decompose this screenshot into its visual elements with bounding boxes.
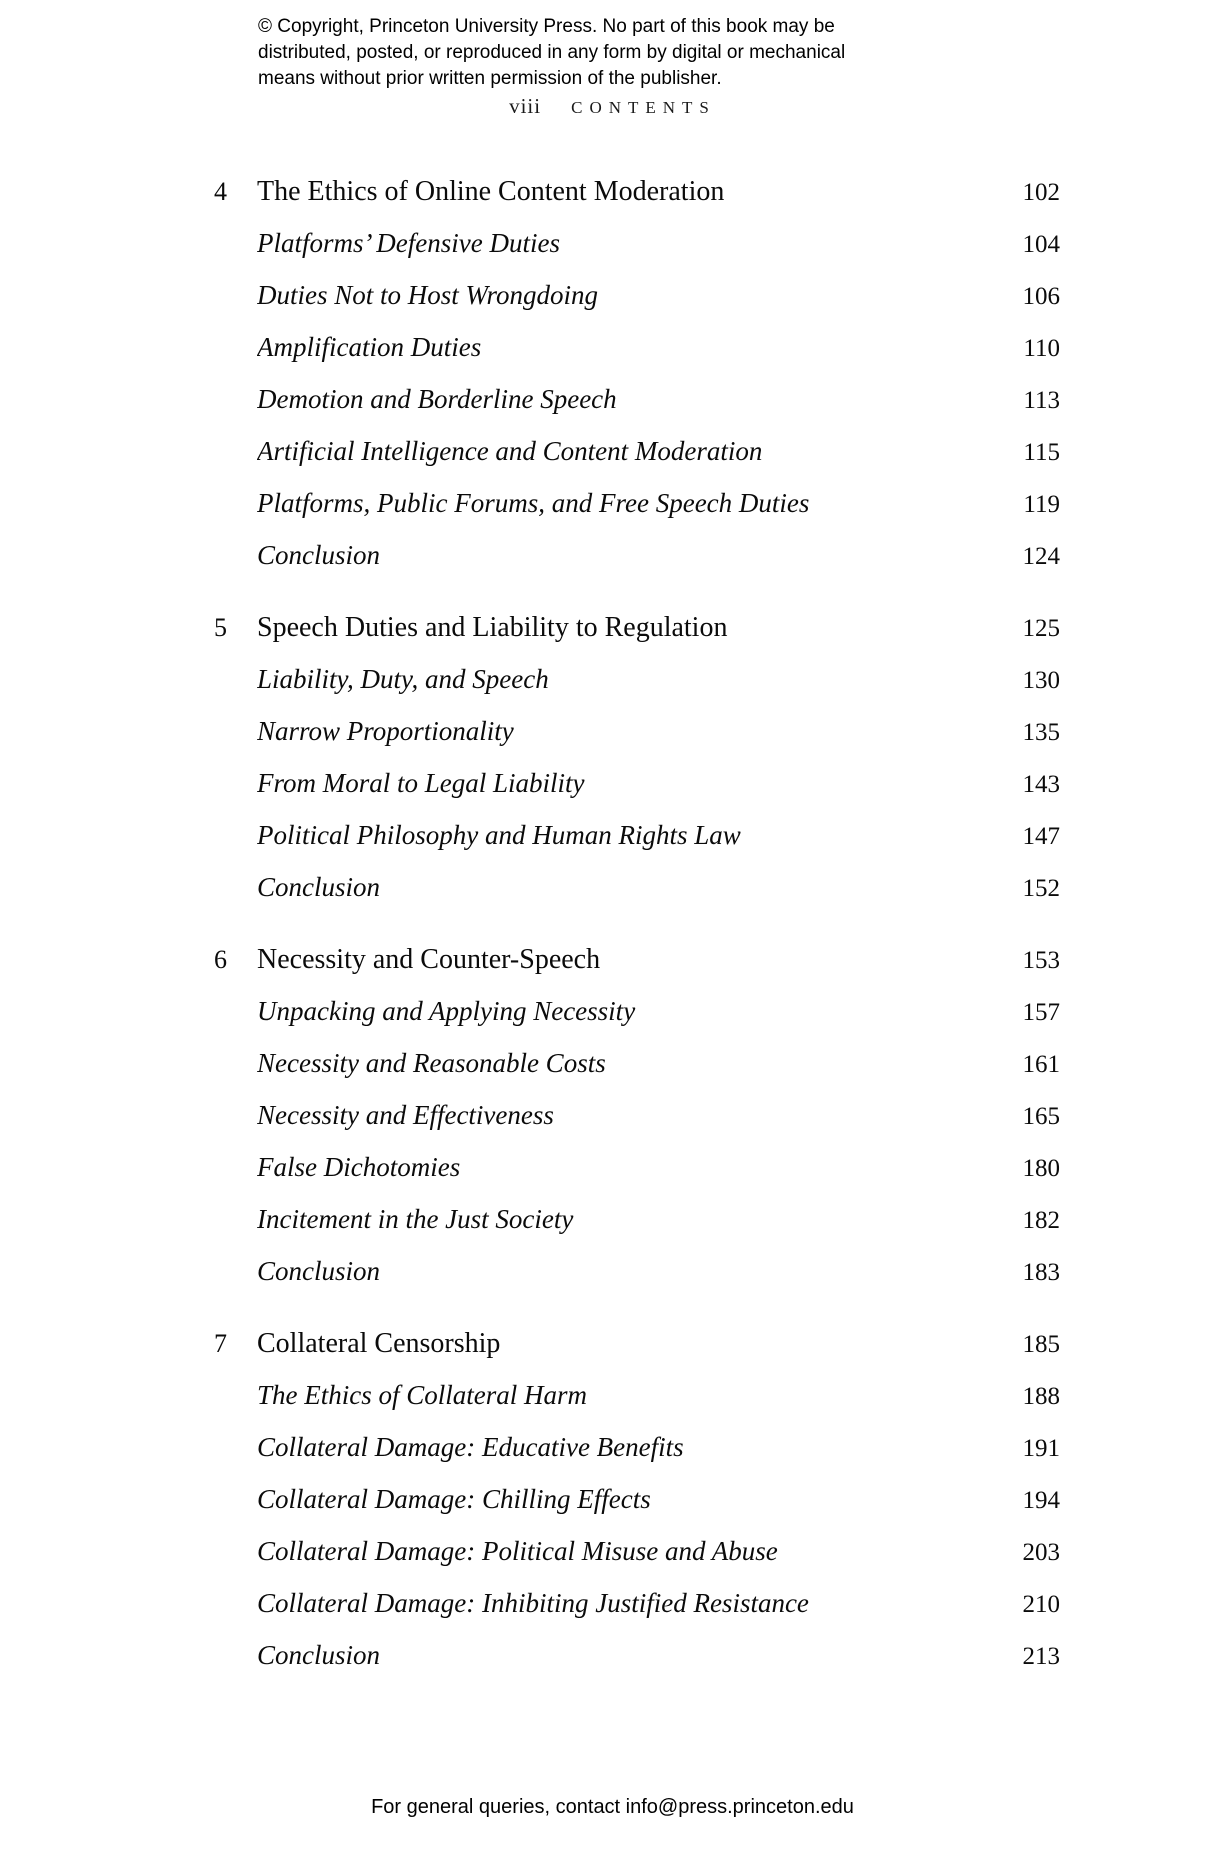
section-title: Demotion and Borderline Speech	[257, 384, 617, 414]
section-page-number: 115	[1023, 439, 1060, 466]
chapter-title: The Ethics of Online Content Moderation	[257, 176, 725, 207]
section-row	[165, 488, 1060, 540]
section-title: Narrow Proportionality	[257, 716, 514, 746]
section-row	[165, 1536, 1060, 1588]
copyright-notice	[258, 14, 845, 92]
footer-queries-note: For general queries, contact info@press.princeton.edu	[371, 1796, 854, 1818]
section-page-number: 183	[1022, 1259, 1060, 1286]
section-page-number: 161	[1022, 1051, 1060, 1078]
section-title: Necessity and Reasonable Costs	[257, 1048, 606, 1078]
section-page-number: 124	[1022, 543, 1060, 570]
section-row	[165, 1432, 1060, 1484]
section-page-number: 203	[1022, 1539, 1060, 1566]
section-row	[165, 1380, 1060, 1432]
chapter-page-number: 102	[1022, 179, 1060, 206]
chapter-row	[165, 944, 1060, 996]
chapter-number: 4	[214, 177, 227, 206]
section-row	[165, 996, 1060, 1048]
section-title: Collateral Damage: Chilling Effects	[257, 1484, 651, 1514]
section-row	[165, 1152, 1060, 1204]
section-row	[165, 872, 1060, 924]
chapter-title: Speech Duties and Liability to Regulation	[257, 612, 728, 643]
section-row	[165, 768, 1060, 820]
section-row	[165, 384, 1060, 436]
section-title: Artificial Intelligence and Content Moderation	[257, 436, 763, 466]
running-head-title: CONTENTS	[571, 98, 716, 117]
section-title: Platforms, Public Forums, and Free Speech Duties	[257, 488, 810, 518]
running-head	[0, 94, 1225, 119]
section-title: Incitement in the Just Society	[257, 1204, 574, 1234]
chapter-row	[165, 1328, 1060, 1380]
section-row	[165, 1484, 1060, 1536]
section-page-number: 194	[1022, 1487, 1060, 1514]
chapter-row	[165, 176, 1060, 228]
section-title: Conclusion	[257, 1640, 381, 1670]
section-title: Collateral Damage: Inhibiting Justified Resistance	[257, 1588, 809, 1618]
section-title: Conclusion	[257, 540, 381, 570]
section-title: Conclusion	[257, 872, 381, 902]
section-page-number: 147	[1022, 823, 1060, 850]
section-title: From Moral to Legal Liability	[257, 768, 585, 798]
chapter-page-number: 153	[1022, 947, 1060, 974]
section-row	[165, 1204, 1060, 1256]
section-page-number: 110	[1023, 335, 1060, 362]
section-row	[165, 820, 1060, 872]
section-page-number: 165	[1022, 1103, 1060, 1130]
section-row	[165, 716, 1060, 768]
section-page-number: 104	[1022, 231, 1060, 258]
section-title: Collateral Damage: Political Misuse and Abuse	[257, 1536, 778, 1566]
section-row	[165, 1640, 1060, 1692]
section-page-number: 182	[1022, 1207, 1060, 1234]
section-row	[165, 664, 1060, 716]
copyright-line: means without prior written permission of the publisher.	[258, 68, 722, 89]
section-row	[165, 540, 1060, 592]
section-page-number: 135	[1022, 719, 1060, 746]
section-page-number: 210	[1022, 1591, 1060, 1618]
chapter-number: 5	[214, 613, 227, 642]
chapter-page-number: 125	[1022, 615, 1060, 642]
section-page-number: 191	[1022, 1435, 1060, 1462]
section-page-number: 143	[1022, 771, 1060, 798]
section-page-number: 152	[1022, 875, 1060, 902]
section-title: Amplification Duties	[257, 332, 482, 362]
section-page-number: 119	[1023, 491, 1060, 518]
section-page-number: 106	[1022, 283, 1060, 310]
copyright-line: © Copyright, Princeton University Press. No part of this book may be	[258, 16, 835, 37]
chapter-number: 6	[214, 945, 227, 974]
section-page-number: 130	[1022, 667, 1060, 694]
section-row	[165, 332, 1060, 384]
section-row	[165, 1048, 1060, 1100]
table-of-contents	[165, 176, 1060, 1692]
section-page-number: 188	[1022, 1383, 1060, 1410]
section-page-number: 113	[1023, 387, 1060, 414]
section-title: Liability, Duty, and Speech	[257, 664, 549, 694]
chapter-page-number: 185	[1022, 1331, 1060, 1358]
section-page-number: 180	[1022, 1155, 1060, 1182]
section-row	[165, 228, 1060, 280]
chapter-row	[165, 612, 1060, 664]
section-title: False Dichotomies	[257, 1152, 461, 1182]
section-row	[165, 280, 1060, 332]
section-title: Conclusion	[257, 1256, 381, 1286]
page-folio: viii	[509, 94, 542, 118]
section-page-number: 157	[1022, 999, 1060, 1026]
section-title: Platforms’ Defensive Duties	[257, 228, 560, 258]
chapter-title: Necessity and Counter-Speech	[257, 944, 601, 975]
chapter-title: Collateral Censorship	[257, 1328, 501, 1359]
section-row	[165, 436, 1060, 488]
section-title: Duties Not to Host Wrongdoing	[257, 280, 599, 310]
section-row	[165, 1588, 1060, 1640]
section-title: Unpacking and Applying Necessity	[257, 996, 636, 1026]
section-row	[165, 1256, 1060, 1308]
chapter-number: 7	[214, 1329, 227, 1358]
section-title: Collateral Damage: Educative Benefits	[257, 1432, 684, 1462]
section-title: Political Philosophy and Human Rights Law	[257, 820, 741, 850]
section-title: Necessity and Effectiveness	[257, 1100, 554, 1130]
section-row	[165, 1100, 1060, 1152]
section-page-number: 213	[1022, 1643, 1060, 1670]
copyright-line: distributed, posted, or reproduced in any form by digital or mechanical	[258, 42, 846, 63]
section-title: The Ethics of Collateral Harm	[257, 1380, 587, 1410]
